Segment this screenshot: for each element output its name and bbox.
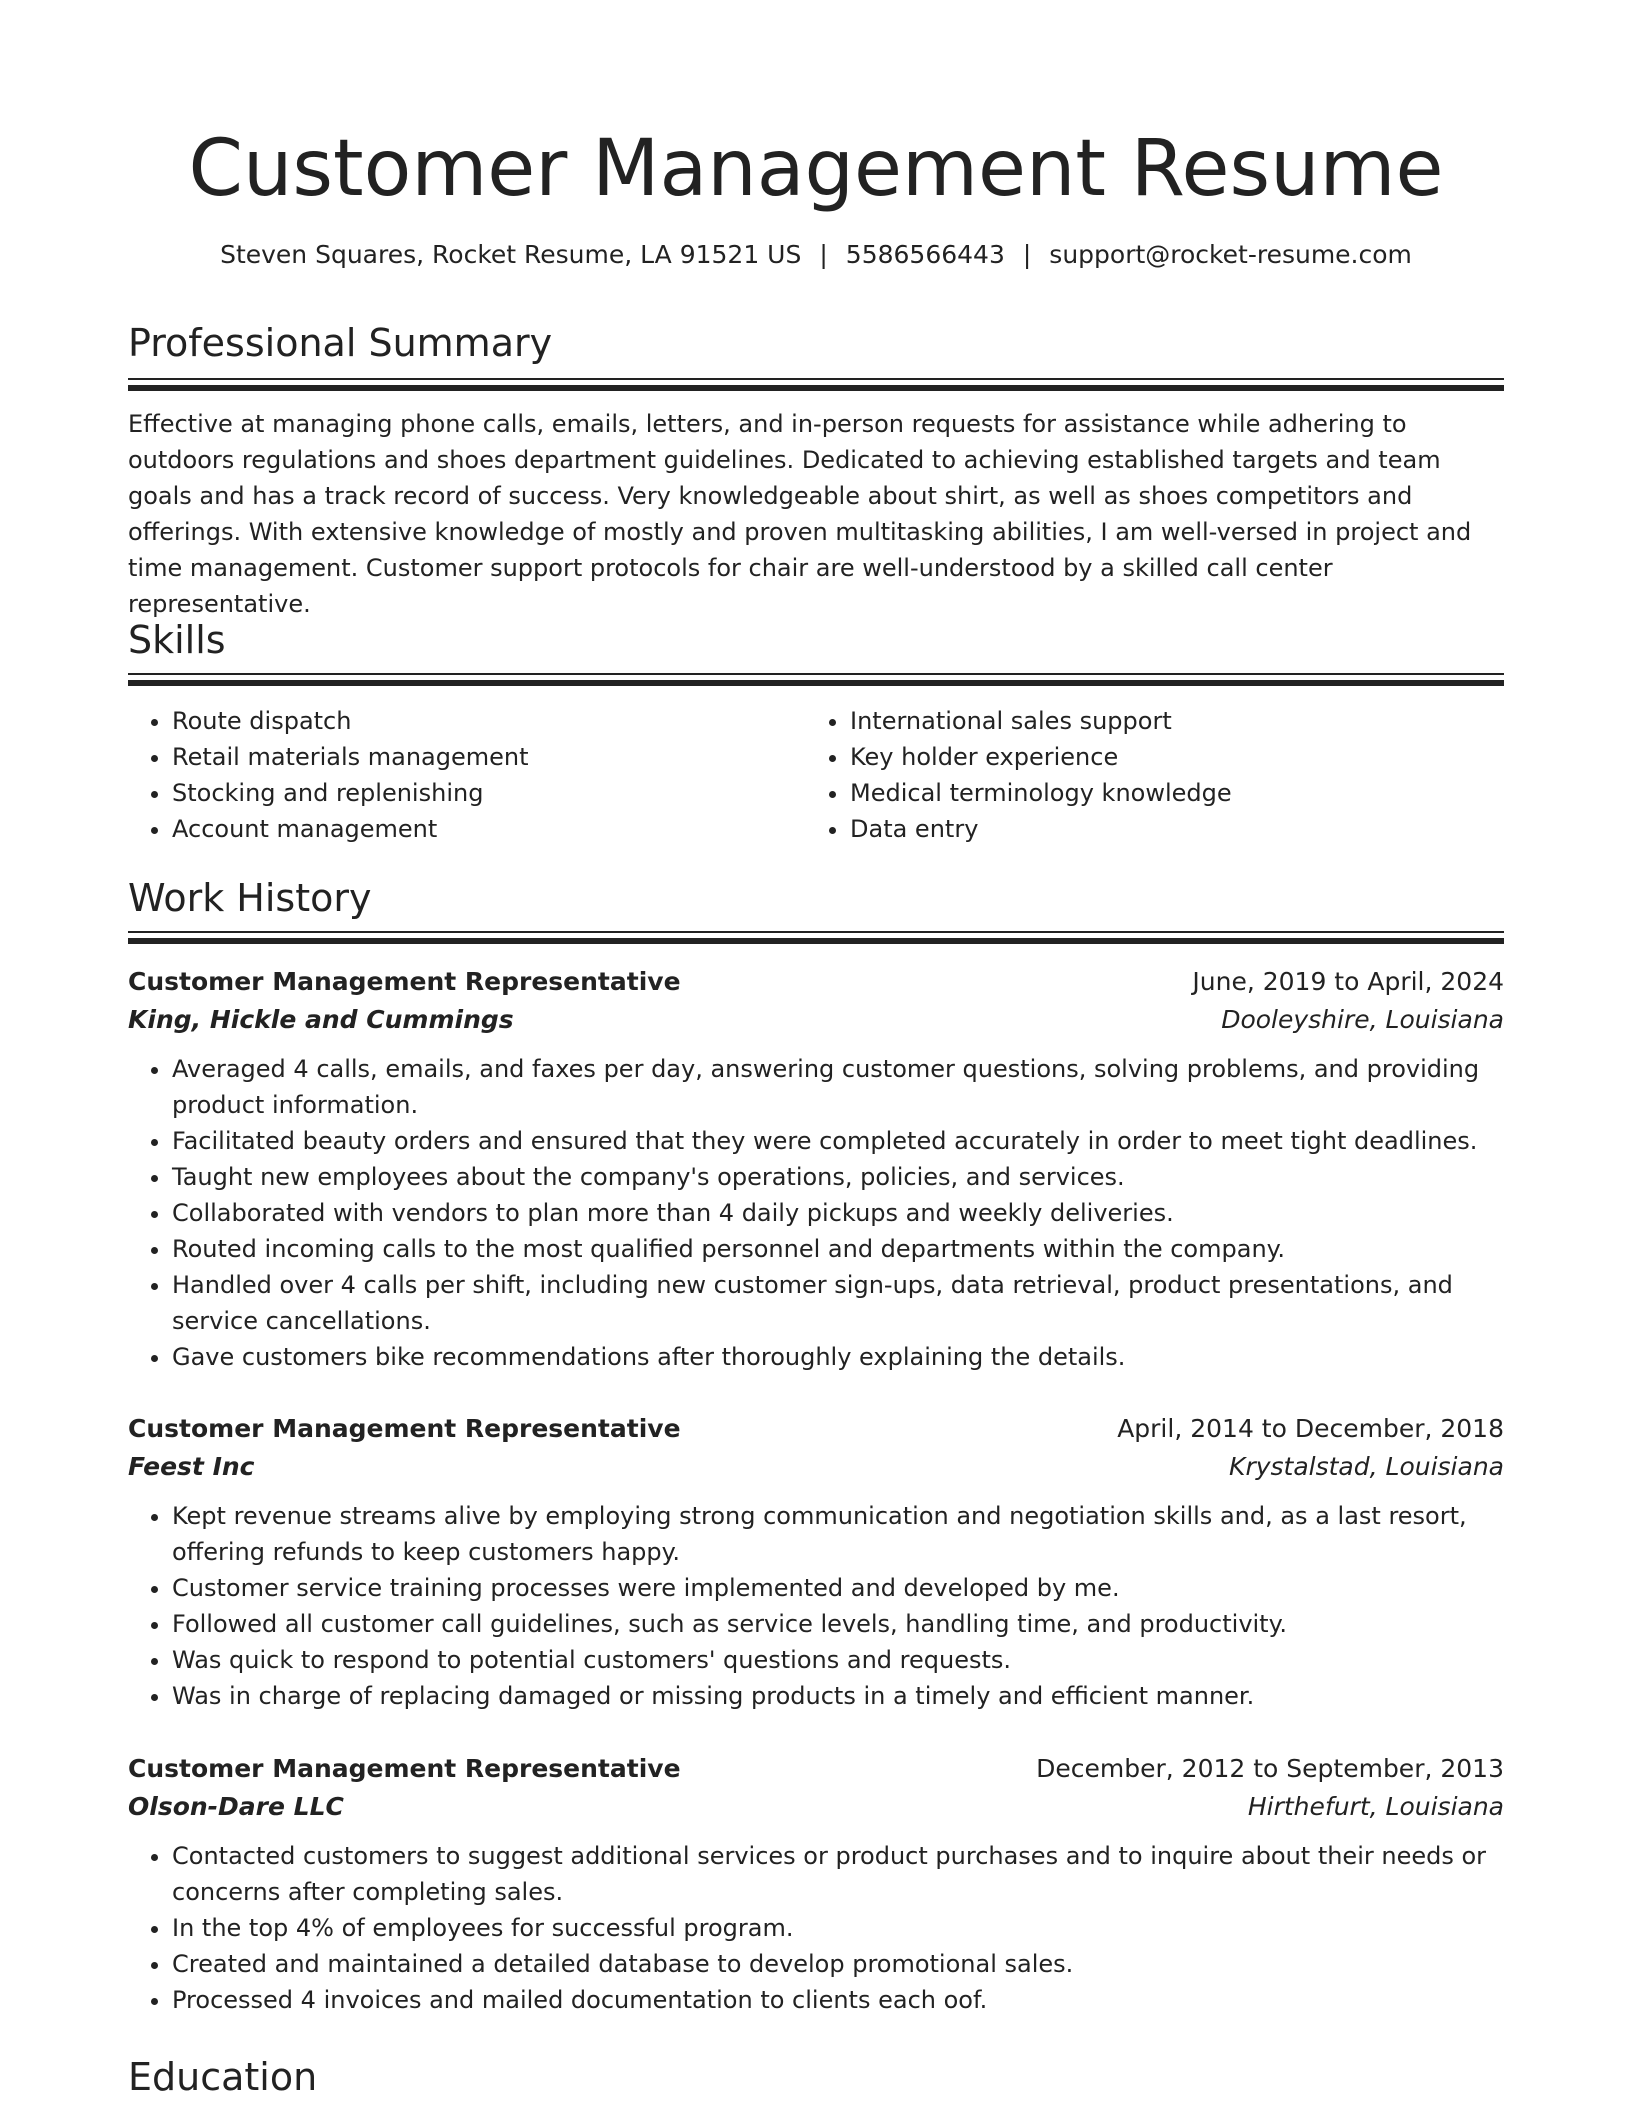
- work-heading: Work History: [128, 876, 372, 920]
- job-bullets: [128, 1051, 1504, 1375]
- job-bullets: [128, 1498, 1504, 1714]
- skill-item: • Stocking and replenishing: [172, 775, 529, 811]
- job-bullets: [128, 1838, 1504, 2018]
- skills-section-header: [128, 617, 1504, 663]
- resume-title: Customer Management Resume: [188, 124, 1444, 214]
- section-rule: [128, 378, 1504, 380]
- job-bullet: • Collaborated with vendors to plan more than 4 daily pickups and weekly deliveries.: [172, 1195, 1504, 1231]
- job-title: Customer Management Representative: [128, 967, 681, 996]
- job-location: Krystalstad, Louisiana: [1229, 1452, 1504, 1481]
- job-bullet: • Customer service training processes were implemented and developed by me.: [172, 1570, 1504, 1606]
- skill-item: • International sales support: [850, 703, 1232, 739]
- job-bullet: • Handled over 4 calls per shift, including new customer sign-ups, data retrieval, product presentations, and service cancellations.: [172, 1267, 1504, 1339]
- education-section-header: [128, 2054, 1504, 2100]
- section-rule: [128, 385, 1504, 391]
- skills-heading: Skills: [128, 618, 226, 662]
- section-rule: [128, 931, 1504, 933]
- section-rule: [128, 680, 1504, 686]
- contact-line: [0, 240, 1632, 269]
- job-title: Customer Management Representative: [128, 1414, 681, 1443]
- skills-column-left: [128, 703, 529, 847]
- skill-item: • Data entry: [850, 811, 1232, 847]
- job-bullet: • In the top 4% of employees for successful program.: [172, 1910, 1504, 1946]
- contact-phone: 5586566443: [845, 240, 1005, 269]
- job-bullet: • Gave customers bike recommendations after thoroughly explaining the details.: [172, 1339, 1504, 1375]
- job-bullet: • Followed all customer call guidelines, such as service levels, handling time, and productivity.: [172, 1606, 1504, 1642]
- job-company: King, Hickle and Cummings: [128, 1005, 514, 1034]
- contact-email: support@rocket-resume.com: [1049, 240, 1412, 269]
- contact-separator: |: [819, 240, 828, 269]
- job-location: Dooleyshire, Louisiana: [1221, 1005, 1504, 1034]
- job-bullet: • Processed 4 invoices and mailed documentation to clients each oof.: [172, 1982, 1504, 2018]
- contact-separator: |: [1022, 240, 1032, 269]
- job-dates: December, 2012 to September, 2013: [1036, 1754, 1504, 1783]
- job-company: Olson-Dare LLC: [128, 1792, 344, 1821]
- job-entry: [128, 963, 1504, 1375]
- job-bullet: • Kept revenue streams alive by employing strong communication and negotiation skills and, as a last resort, offering refunds to keep customers happy.: [172, 1498, 1504, 1570]
- job-entry: [128, 1750, 1504, 2018]
- job-dates: June, 2019 to April, 2024: [1192, 967, 1504, 996]
- work-section-header: [128, 875, 1504, 921]
- section-rule: [128, 938, 1504, 944]
- skill-item: • Account management: [172, 811, 529, 847]
- skill-item: • Route dispatch: [172, 703, 529, 739]
- job-location: Hirthefurt, Louisiana: [1247, 1792, 1504, 1821]
- job-company: Feest Inc: [128, 1452, 255, 1481]
- skill-item: • Retail materials management: [172, 739, 529, 775]
- skill-item: • Key holder experience: [850, 739, 1232, 775]
- job-bullet: • Averaged 4 calls, emails, and faxes per day, answering customer questions, solving problems, and providing product information.: [172, 1051, 1504, 1123]
- job-bullet: • Taught new employees about the company's operations, policies, and services.: [172, 1159, 1504, 1195]
- summary-text: Effective at managing phone calls, emails, letters, and in-person requests for assistance while adhering to outdoors regulations and shoes department guidelines. Dedicated to achieving established targets and team goals and has a track record of success. Very knowledgeable about shirt, as well as shoes competitors and offerings. With extensive knowledge of mostly and proven multitasking abilities, I am well-versed in project and time management. Customer support protocols for chair are well-understood by a skilled call center representative.: [128, 410, 1472, 618]
- job-title: Customer Management Representative: [128, 1754, 681, 1783]
- section-rule: [128, 673, 1504, 675]
- job-bullet: • Created and maintained a detailed database to develop promotional sales.: [172, 1946, 1504, 1982]
- skills-column-right: [806, 703, 1232, 847]
- skill-item: • Medical terminology knowledge: [850, 775, 1232, 811]
- job-entry: [128, 1410, 1504, 1714]
- job-bullet: • Routed incoming calls to the most qualified personnel and departments within the company.: [172, 1231, 1504, 1267]
- job-bullet: • Facilitated beauty orders and ensured that they were completed accurately in order to meet tight deadlines.: [172, 1123, 1504, 1159]
- summary-section-header: [128, 320, 1504, 366]
- job-bullet: • Contacted customers to suggest additional services or product purchases and to inquire about their needs or concerns after completing sales.: [172, 1838, 1504, 1910]
- job-bullet: • Was in charge of replacing damaged or missing products in a timely and efficient manner.: [172, 1678, 1504, 1714]
- contact-address: Steven Squares, Rocket Resume, LA 91521 US: [220, 240, 802, 269]
- education-heading: Education: [128, 2055, 318, 2099]
- job-bullet: • Was quick to respond to potential customers' questions and requests.: [172, 1642, 1504, 1678]
- job-dates: April, 2014 to December, 2018: [1117, 1414, 1504, 1443]
- summary-heading: Professional Summary: [128, 321, 553, 365]
